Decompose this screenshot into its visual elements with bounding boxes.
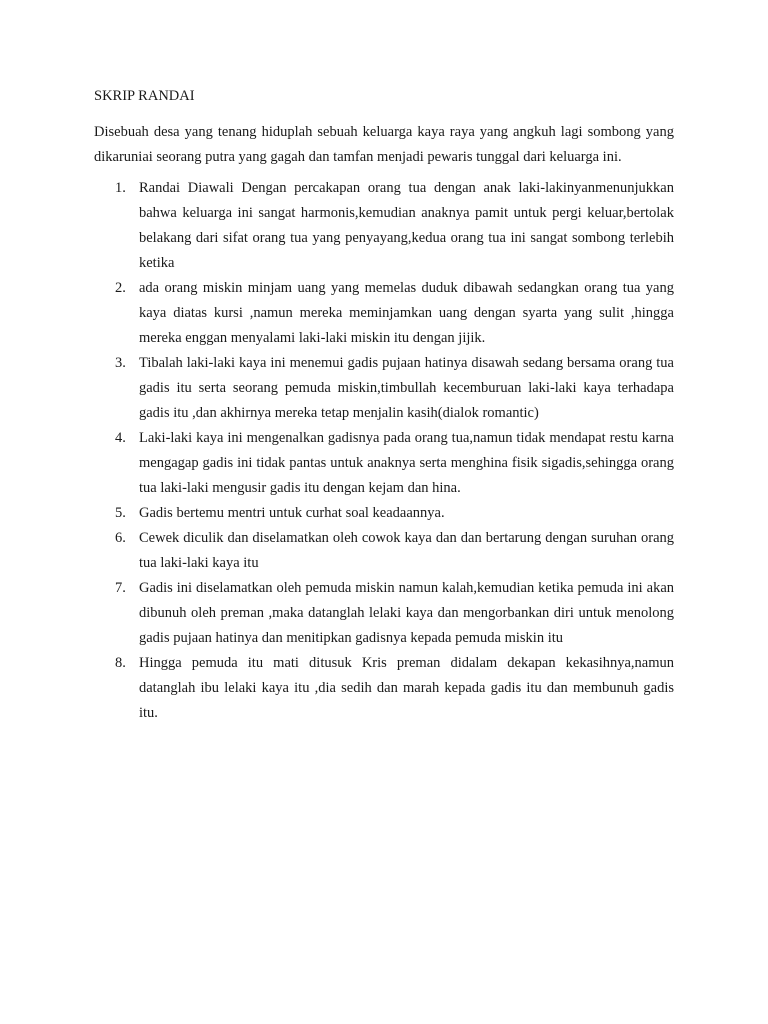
document-title: SKRIP RANDAI xyxy=(94,88,195,104)
scene-number: 5. xyxy=(115,505,126,521)
scene-number: 4. xyxy=(115,430,126,446)
scene-item-1 xyxy=(94,176,674,276)
scene-item-3 xyxy=(94,351,674,426)
scene-item-6 xyxy=(94,526,674,576)
scene-text: Gadis ini diselamatkan oleh pemuda miskin namun kalah,kemudian ketika pemuda ini akan dibunuh oleh preman ,maka datanglah lelaki kaya dan mengorbankan diri untuk menolong gadis pujaan hatinya dan menitipkan gadisnya kepada pemuda miskin itu xyxy=(139,580,674,646)
scene-text: Tibalah laki-laki kaya ini menemui gadis pujaan hatinya disawah sedang bersama orang tua gadis itu serta seorang pemuda miskin,timbullah kecemburuan laki-laki kaya terhadapa gadis itu ,dan akhirnya mereka tetap menjalin kasih(dialok romantic) xyxy=(139,355,674,421)
scene-text: Hingga pemuda itu mati ditusuk Kris preman didalam dekapan kekasihnya,namun datanglah ibu lelaki kaya itu ,dia sedih dan marah kepada gadis itu dan membunuh gadis itu. xyxy=(139,655,674,721)
document-page xyxy=(94,86,674,726)
scene-text: Randai Diawali Dengan percakapan orang tua dengan anak laki-lakinyanmenunjukkan bahwa keluarga ini sangat harmonis,kemudian anaknya pamit untuk pergi keluar,bertolak belakang dari sifat orang tua yang penyayang,kedua orang tua ini sangat sombong terlebih ketika xyxy=(139,180,674,271)
scene-number: 6. xyxy=(115,530,126,546)
scene-number: 3. xyxy=(115,355,126,371)
intro-paragraph: Disebuah desa yang tenang hiduplah sebuah keluarga kaya raya yang angkuh lagi sombong yang dikaruniai seorang putra yang gagah dan tamfan menjadi pewaris tunggal dari keluarga ini. xyxy=(94,124,674,165)
scene-number: 1. xyxy=(115,180,126,196)
scene-number: 7. xyxy=(115,580,126,596)
scene-text: ada orang miskin minjam uang yang memelas duduk dibawah sedangkan orang tua yang kaya diatas kursi ,namun mereka meminjamkan uang dengan syarta yang sulit ,hingga mereka enggan menyalami laki-laki miskin itu dengan jijik. xyxy=(139,280,674,346)
scene-item-2 xyxy=(94,276,674,351)
scene-number: 8. xyxy=(115,655,126,671)
scene-number: 2. xyxy=(115,280,126,296)
scene-item-5 xyxy=(94,501,674,526)
scene-text: Cewek diculik dan diselamatkan oleh cowok kaya dan dan bertarung dengan suruhan orang tua laki-laki kaya itu xyxy=(139,530,674,571)
scene-item-8 xyxy=(94,651,674,726)
scene-text: Gadis bertemu mentri untuk curhat soal keadaannya. xyxy=(139,505,445,521)
scene-item-4 xyxy=(94,426,674,501)
scene-text: Laki-laki kaya ini mengenalkan gadisnya pada orang tua,namun tidak mendapat restu karna mengagap gadis ini tidak pantas untuk anaknya serta menghina fisik sigadis,sehingga orang tua laki-laki mengusir gadis itu dengan kejam dan hina. xyxy=(139,430,674,496)
scene-list xyxy=(94,176,674,726)
scene-item-7 xyxy=(94,576,674,651)
